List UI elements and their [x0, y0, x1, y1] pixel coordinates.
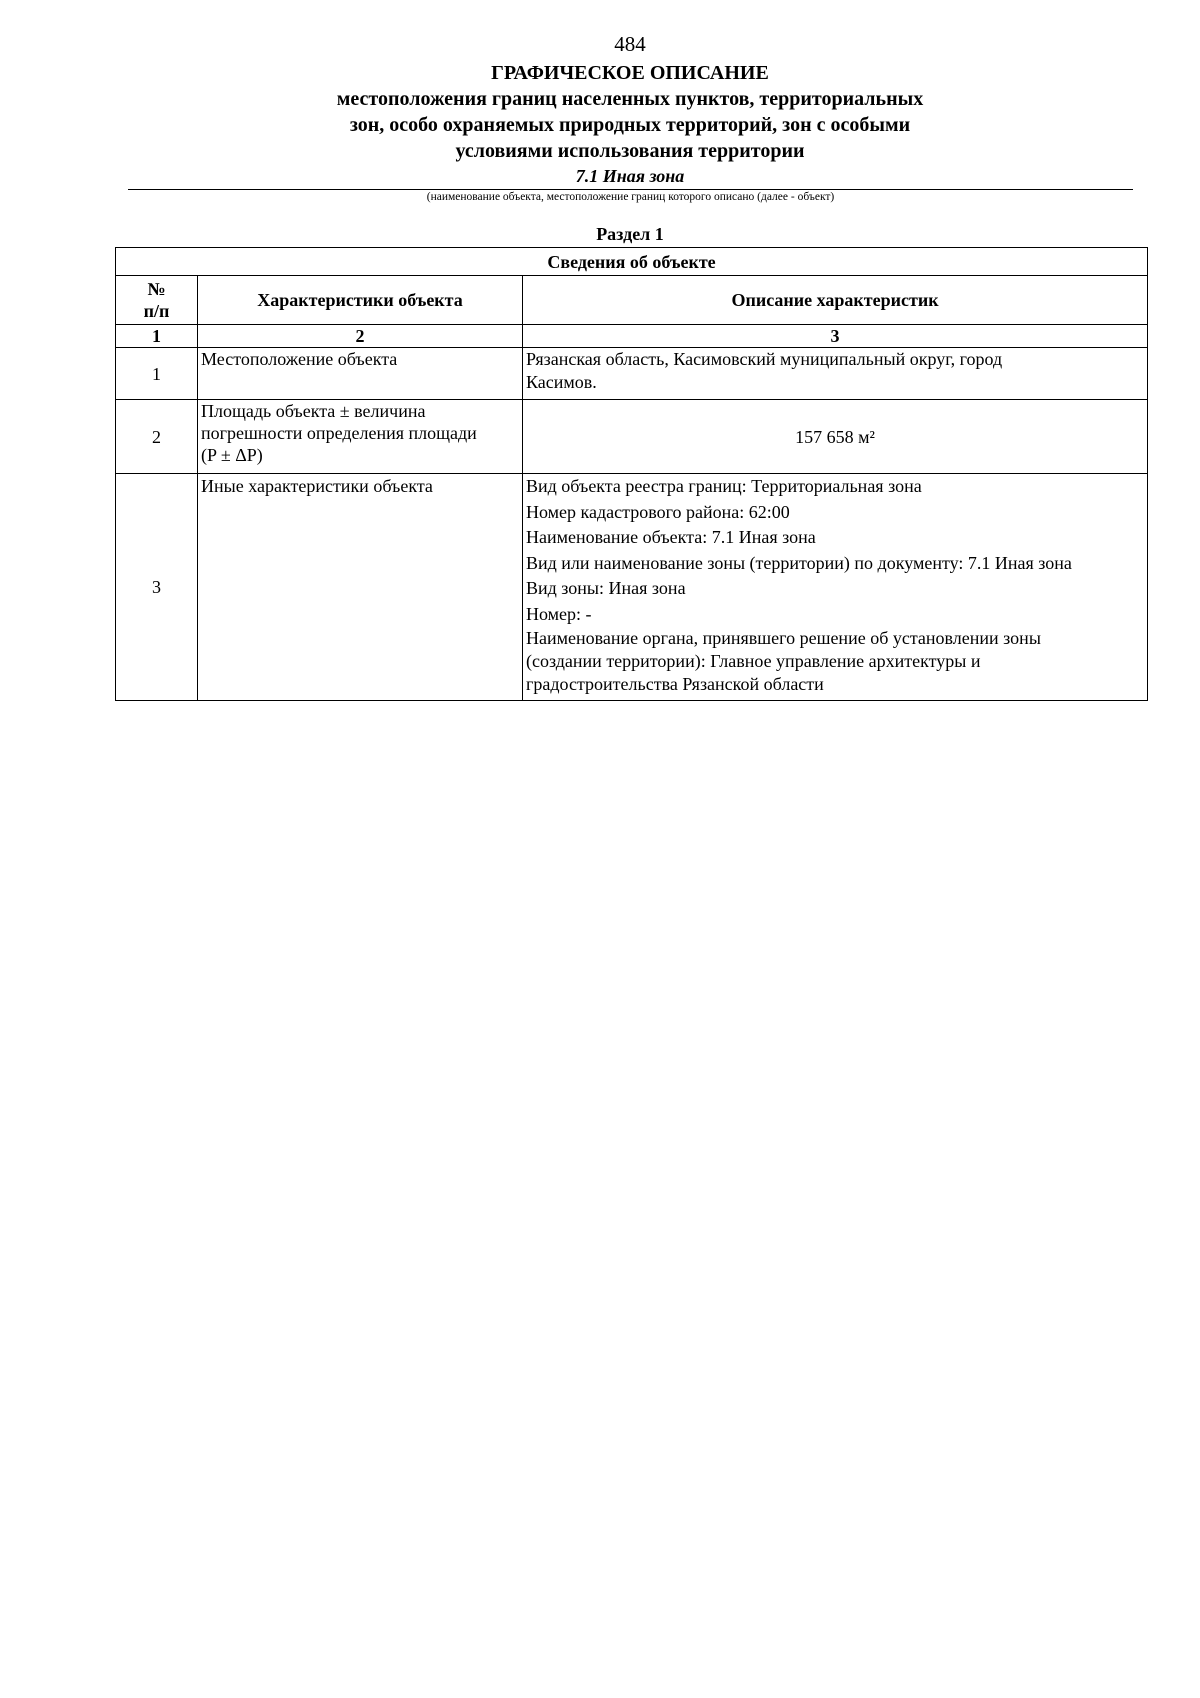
description-line: Касимов. — [526, 372, 597, 392]
page-number: 484 — [614, 32, 646, 56]
detail-line: Вид или наименование зоны (территории) по документу: 7.1 Иная зона — [526, 552, 1072, 573]
characteristic-line: Площадь объекта ± величина — [201, 401, 426, 421]
characteristic-line: (P ± ΔP) — [201, 445, 263, 465]
row-description — [523, 474, 1148, 701]
row-description: 157 658 м² — [523, 400, 1148, 474]
column-number-row — [116, 325, 1148, 348]
row-characteristic: Иные характеристики объекта — [198, 474, 523, 701]
row-number: 1 — [116, 348, 198, 400]
object-name-caption: (наименование объекта, местоположение границ которого описано (далее - объект) — [426, 191, 835, 203]
row-description — [523, 348, 1148, 400]
object-name-underline — [128, 189, 1133, 190]
column-number: 1 — [116, 325, 198, 348]
column-number: 3 — [523, 325, 1148, 348]
document-subtitle-line: местоположения границ населенных пунктов, территориальных — [336, 88, 924, 110]
table-row — [116, 474, 1148, 701]
object-info-table — [115, 247, 1148, 701]
table-row — [116, 348, 1148, 400]
document-subtitle-line: условиями использования территории — [455, 140, 805, 162]
row-characteristic: Местоположение объекта — [198, 348, 523, 400]
table-row — [116, 400, 1148, 474]
row-number: 2 — [116, 400, 198, 474]
authority-line: градостроительства Рязанской области — [526, 674, 824, 694]
row-characteristic — [198, 400, 523, 474]
header-characteristics: Характеристики объекта — [198, 276, 523, 325]
table-caption: Сведения об объекте — [116, 248, 1148, 276]
table-caption-row — [116, 248, 1148, 276]
row-number: 3 — [116, 474, 198, 701]
document-header — [0, 60, 1200, 188]
document-title: ГРАФИЧЕСКОЕ ОПИСАНИЕ — [491, 62, 769, 84]
authority-line: (создании территории): Главное управление архитектуры и — [526, 651, 981, 671]
detail-line: Вид зоны: Иная зона — [526, 578, 686, 598]
object-name: 7.1 Иная зона — [575, 166, 685, 186]
detail-line: Наименование объекта: 7.1 Иная зона — [526, 527, 816, 547]
header-num-line: № — [147, 279, 166, 299]
authority-line: Наименование органа, принявшего решение об установлении зоны — [526, 628, 1041, 648]
document-subtitle-line: зон, особо охраняемых природных территорий, зон с особыми — [349, 114, 911, 136]
column-number: 2 — [198, 325, 523, 348]
section-title: Раздел 1 — [596, 224, 664, 244]
header-num-line: п/п — [143, 301, 170, 321]
description-line: Рязанская область, Касимовский муниципальный округ, город — [526, 349, 1003, 369]
header-num — [116, 276, 198, 325]
header-description: Описание характеристик — [523, 276, 1148, 325]
table-header-row — [116, 276, 1148, 325]
detail-line: Номер кадастрового района: 62:00 — [526, 501, 790, 522]
detail-line: Номер: - — [526, 603, 592, 624]
characteristic-line: погрешности определения площади — [201, 423, 477, 443]
detail-line: Вид объекта реестра границ: Территориальная зона — [526, 476, 922, 496]
